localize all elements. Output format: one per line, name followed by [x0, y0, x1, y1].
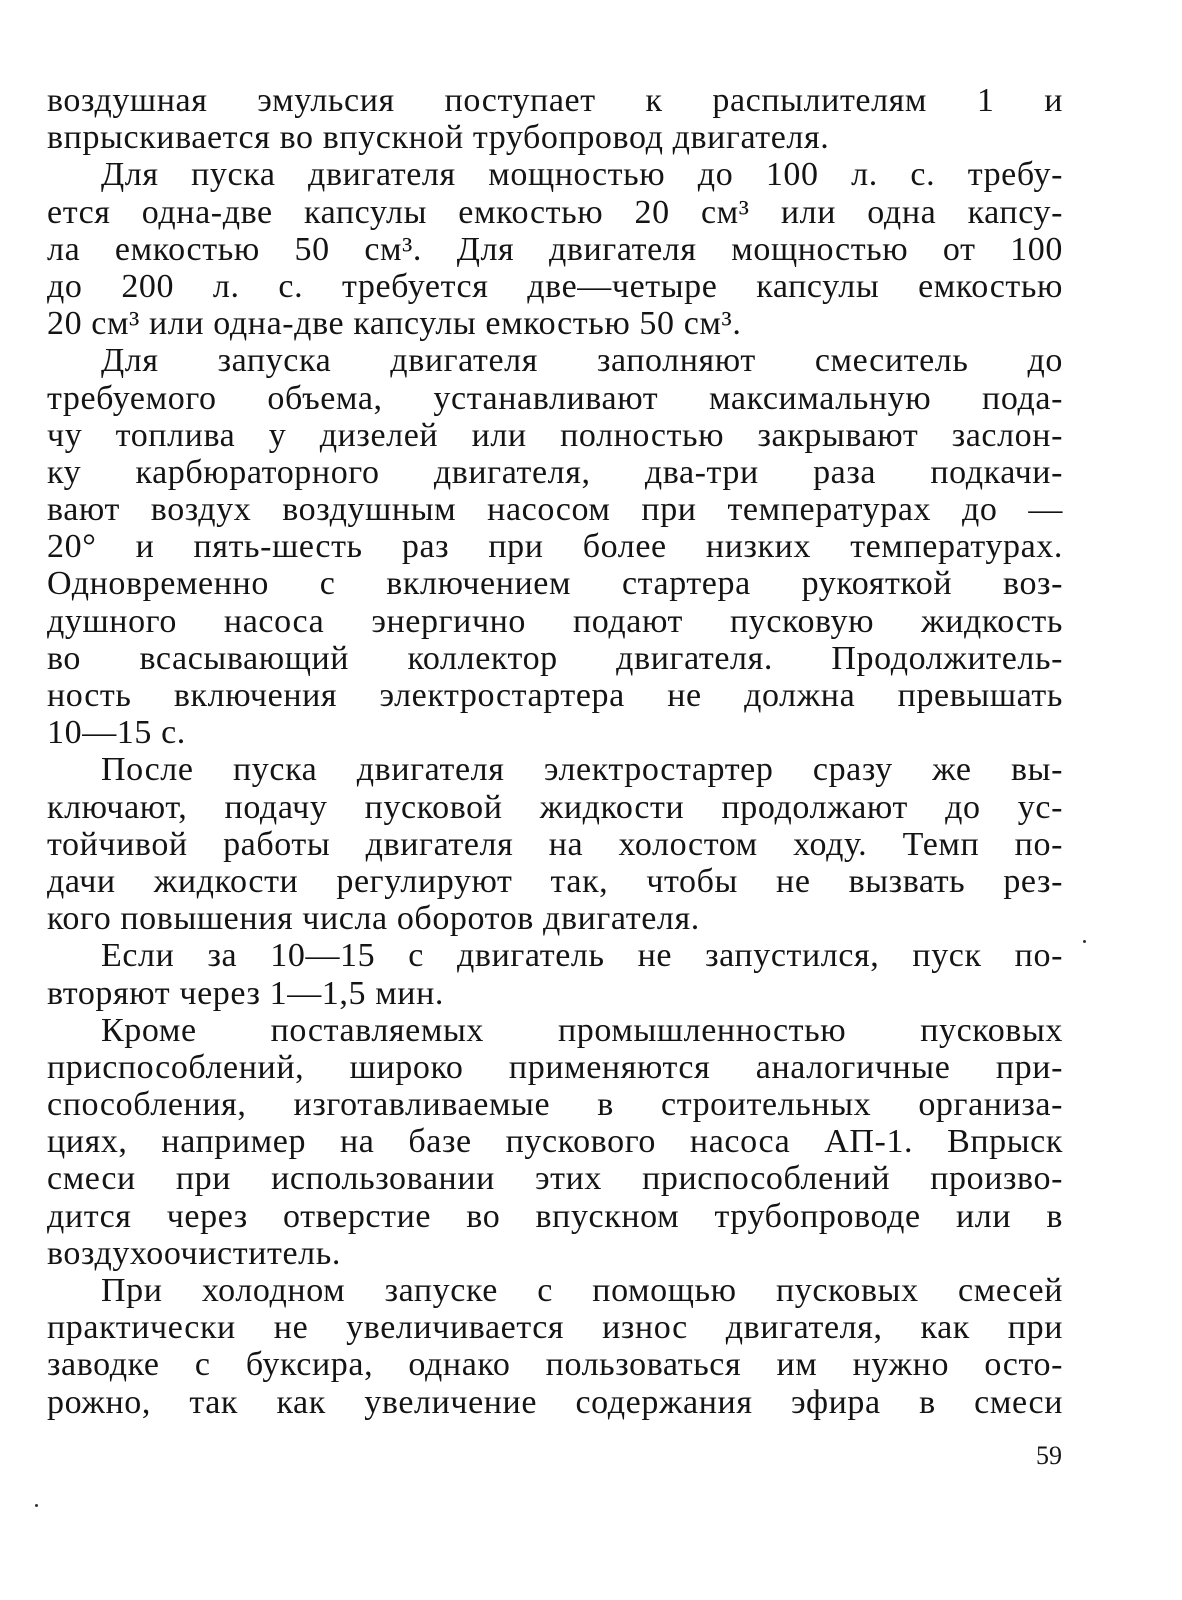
scan-speck — [35, 1504, 38, 1507]
text-line: до 200 л. с. требуется две—четыре капсулы емкостью — [47, 267, 1063, 305]
text-line: 20 см³ или одна-две капсулы емкостью 50 см³. — [47, 305, 742, 343]
text-line: воздухоочиститель. — [47, 1234, 341, 1272]
text-line: ется одна-две капсулы емкостью 20 см³ или одна капсу- — [47, 193, 1063, 231]
text-line: Одновременно с включением стартера рукояткой воз- — [47, 565, 1063, 603]
text-line: кого повышения числа оборотов двигателя. — [47, 900, 700, 938]
text-line: вают воздух воздушным насосом при температурах до — — [47, 491, 1063, 529]
text-line: ла емкостью 50 см³. Для двигателя мощностью от 100 — [47, 230, 1063, 268]
text-line: При холодном запуске с помощью пусковых смесей — [101, 1272, 1063, 1309]
text-line: практически не увеличивается износ двигателя, как при — [47, 1309, 1063, 1347]
text-line: требуемого объема, устанавливают максимальную пода- — [47, 379, 1063, 417]
text-line: смеси при использовании этих приспособлений произво- — [47, 1160, 1063, 1198]
page-number: 59 — [1036, 1441, 1062, 1470]
text-line: ность включения электростартера не должна превышать — [47, 677, 1063, 714]
text-line: 10—15 с. — [47, 714, 186, 752]
text-line: способления, изготавливаемые в строительных организа- — [47, 1086, 1063, 1124]
text-line: во всасывающий коллектор двигателя. Продолжитель- — [47, 639, 1063, 677]
text-line: душного насоса энергично подают пусковую жидкость — [47, 602, 1063, 640]
text-line: дится через отверстие во впускном трубопроводе или в — [47, 1197, 1063, 1235]
text-line: чу топлива у дизелей или полностью закрывают заслон- — [47, 416, 1063, 454]
text-line: 20° и пять-шесть раз при более низких температурах. — [47, 528, 1063, 566]
text-line: впрыскивается во впускной трубопровод двигателя. — [47, 119, 830, 157]
text-line: приспособлений, широко применяются аналогичные при- — [47, 1048, 1063, 1086]
text-line: ключают, подачу пусковой жидкости продолжают до ус- — [47, 788, 1063, 826]
text-line: воздушная эмульсия поступает к распылителям 1 и — [47, 82, 1063, 119]
text-line: Кроме поставляемых промышленностью пусковых — [101, 1011, 1063, 1049]
text-line: вторяют через 1—1,5 мин. — [47, 974, 444, 1012]
text-line: рожно, так как увеличение содержания эфира в смеси — [47, 1383, 1063, 1421]
text-line: После пуска двигателя электростартер сразу же вы- — [101, 751, 1063, 789]
text-line: ку карбюраторного двигателя, два-три раза подкачи- — [47, 453, 1063, 491]
body-text — [47, 82, 1063, 1421]
text-line: дачи жидкости регулируют так, чтобы не вызвать рез- — [47, 862, 1063, 900]
text-line: циях, например на базе пускового насоса АП-1. Впрыск — [47, 1123, 1063, 1161]
scan-speck — [1083, 940, 1086, 943]
text-line: Для запуска двигателя заполняют смеситель до — [101, 342, 1063, 380]
text-line: Если за 10—15 с двигатель не запустился, пуск по- — [101, 937, 1063, 975]
text-line: тойчивой работы двигателя на холостом ходу. Темп по- — [47, 825, 1063, 863]
text-line: заводке с буксира, однако пользоваться им нужно осто- — [47, 1346, 1063, 1384]
text-line: Для пуска двигателя мощностью до 100 л. с. требу- — [101, 156, 1063, 194]
